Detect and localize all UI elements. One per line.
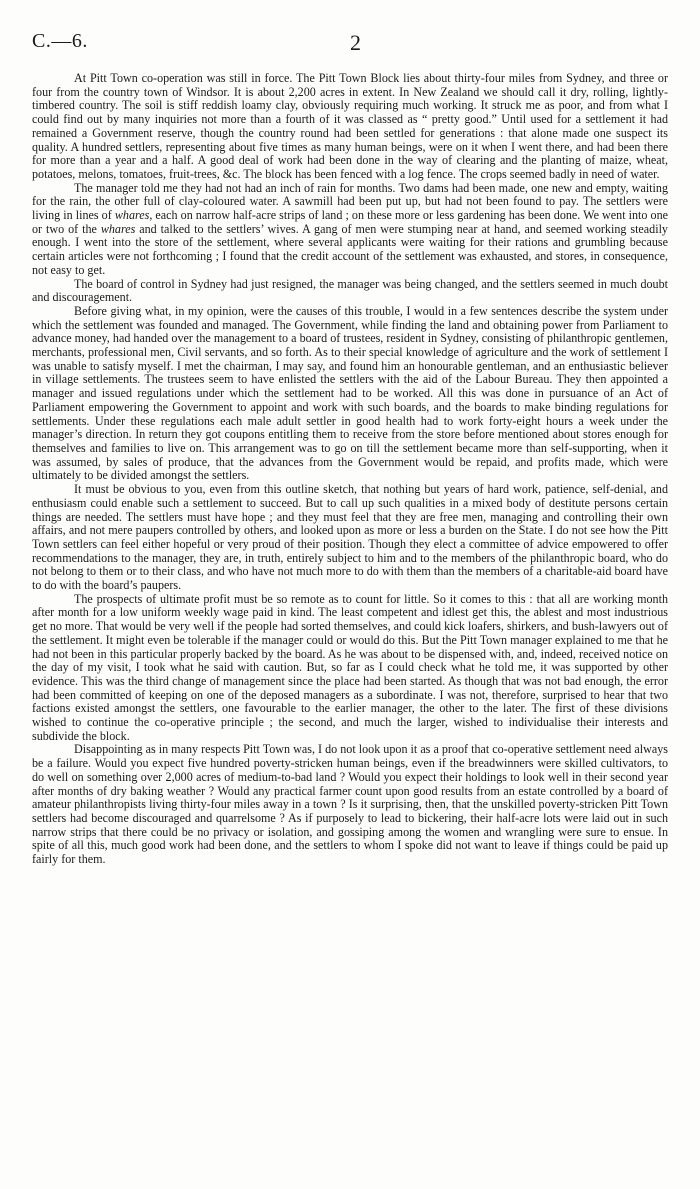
paragraph-3: The board of control in Sydney had just resigned, the manager was being changed, and the settlers seemed in much doubt and discouragement. (32, 276, 668, 305)
paragraph-7: Disappointing as in many respects Pitt Town was, I do not look upon it as a proof that co-operative settlement need always be a failure. Would you expect five hundred poverty-stricken human beings, even if the breadwinners were skilled cultivators, to do well on something over 2,000 acres of medium-to-bad land ? Would you expect their holdings to look well in their second year after months of dry baking weather ? Would any practical farmer count upon good results from an estate controlled by a board of amateur philanthropists living thirty-four miles away in a town ? Is it surprising, then, that the unskilled poverty-stricken Pitt Town settlers had become discouraged and quarrelsome ? As if purposely to lead to bickering, their half-acre lots were laid out in such narrow strips that there could be no privacy or isolation, and gossiping among the women and wrangling were sure to ensue. In spite of all this, much good work had been done, and the settlers to whom I spoke did not want to leave if things could be paid up fairly for them. (32, 742, 668, 867)
paragraph-5: It must be obvious to you, even from this outline sketch, that nothing but years of hard work, patience, self-denial, and enthusiasm could enable such a settlement to succeed. But to call up such qualities in a mixed body of destitute persons certain things are needed. The settlers must have hope ; and they must feel that they are free men, managing and controlling their own affairs, and not mere paupers controlled by others, and looked upon as more or less a burden on the State. I do not see how the Pitt Town settlers can feel either hopeful or very proud of their position. Though they elect a committee of advice empowered to offer recommendations to the manager, they are, in truth, entirely subject to him and to the members of the philanthropic board, who do not belong to them or to their class, and who have not much more to do with them than the members of a charitable-aid board have to do with the board’s paupers. (32, 482, 668, 593)
document-reference: C.—6. (32, 30, 88, 52)
paragraph-2: The manager told me they had not had an inch of rain for months. Two dams had been made, one new and empty, waiting for the rain, the other full of clay-coloured water. A sawmill had been put up, but had not been found to pay. The settlers were living in lines of whares, each on narrow half-acre strips of land ; on these more or less gardening has been done. We went into one or two of the whares and talked to the settlers’ wives. A gang of men were stumping near at hand, and seemed working steadily enough. I went into the store of the settlement, where several applicants were waiting for their rations and grumbling because certain articles were not forthcoming ; I found that the credit account of the settlement was exhausted, and stores, in consequence, not easy to get. (32, 180, 668, 277)
document-body (32, 72, 668, 867)
paragraph-4: Before giving what, in my opinion, were the causes of this trouble, I would in a few sentences describe the system under which the settlement was founded and managed. The Government, while finding the land and obtaining power from Parliament to advance money, had handed over the management to a board of trustees, resident in Sydney, consisting of philanthropic gentlemen, merchants, professional men, Civil servants, and so forth. As to their special knowledge of agriculture and the work of settlement I was unable to satisfy myself. I met the chairman, I may say, and found him an honourable gentleman, and an enthusiastic believer in village settlements. The trustees seem to have enlisted the settlers with the aid of the Labour Bureau. They then appointed a manager and issued regulations under which the settlement had to be worked. All this was done in pursuance of an Act of Parliament empowering the Government to appoint and work with such boards, and the boards to make binding regulations for settlements. Under these regulations each male adult settler in good health had to work forty-eight hours a week under the manager’s direction. In return they got coupons entitling them to receive from the store before mentioned about stores enough for themselves and families to live on. This arrangement was to go on till the settlement became more than self-supporting, when it was assumed, by sales of produce, that the advances from the Government would be repaid, and profits made, which were ultimately to be divided amongst the settlers. (32, 303, 668, 483)
page-number: 2 (350, 30, 361, 55)
maori-term: whares (114, 208, 150, 223)
paragraph-1: At Pitt Town co-operation was still in force. The Pitt Town Block lies about thirty-four miles from Sydney, and three or four from the country town of Windsor. It is about 2,200 acres in extent. In New Zealand we should call it dry, rolling, lightly-timbered country. The soil is stiff reddish loamy clay, obviously requiring much working. It struck me as poor, and from what I could find out by many inquiries not more than a fourth of it was classed as “ pretty good.” Until used for a settlement it had remained a Government reserve, though the country round had been settled for generations : that alone made one suspect its quality. A hundred settlers, representing about five times as many human beings, were on it when I went there, and had been there for more than a year and a half. A good deal of work had been done in the way of clearing and the planting of maize, wheat, potatoes, melons, tomatoes, fruit-trees, &c. The block has been fenced with a log fence. The crops seemed badly in need of water. (32, 71, 668, 181)
page-header (32, 30, 668, 60)
maori-term: whares (100, 221, 136, 236)
paragraph-6: The prospects of ultimate profit must be so remote as to count for little. So it comes to this : that all are working month after month for a low uniform weekly wage paid in kind. The least competent and idlest get this, the ablest and most industrious get no more. That would be very well if the people had sorted themselves, and could kick loafers, shirkers, and bush-lawyers out of the settlement. It might even be tolerable if the manager could or would do this. But the Pitt Town manager explained to me that he had not been in this particular properly backed by the board. As he was about to be dispensed with, and, indeed, received notice on the day of my visit, I took what he said with caution. But, so far as I could check what he told me, it was supported by other evidence. This was the third change of management since the place had been started. As though that was not bad enough, the error had been committed of keeping on one of the deposed managers as a subordinate. I was not, therefore, surprised to hear that two factions existed amongst the settlers, one favourable to the earlier manager, the other to the later. The first of these divisions wished to continue the co-operative principle ; the second, and much the larger, wished to individualise their interests and subdivide the block. (32, 591, 668, 743)
